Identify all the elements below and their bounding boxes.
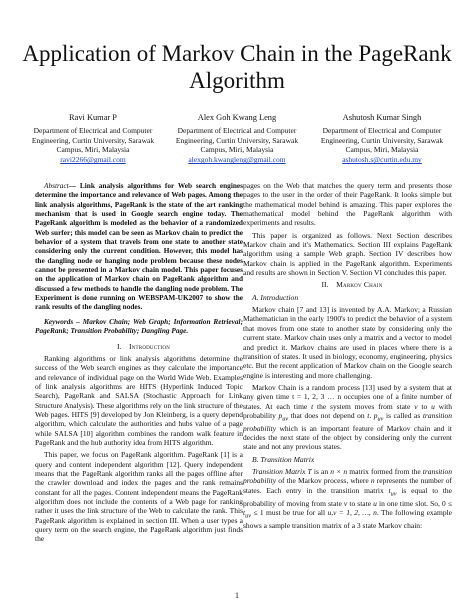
paragraph: Transition Matrix T is an n × n matrix formed from the transition probability of the Markov process, where n represents the number of states. Each entry in the transition matrix $t_{uv}$ is equal to the probability of moving from state v to state u in one time slot. So, $0 \le t_{uv} \le 1$ must be true for all u,v = 1, 2, …, n. The following example shows a sample transition matrix of a 3 state Markov chain: (243, 467, 453, 530)
abstract (35, 181, 243, 312)
page-number: 1 (235, 591, 239, 600)
section-heading-introduction (35, 342, 243, 351)
author-affiliation: Department of Electrical and Computer Engineering, Curtin University, Sarawak Campus, Miri, Malaysia (175, 125, 299, 155)
author-name: Ravi Kumar P (69, 113, 117, 122)
author-name: Alex Goh Kwang Leng (197, 113, 277, 122)
paragraph: Markov chain [7 and 13] is invented by A.A. Markov; a Russian Mathematician in the early 1900's to predict the behavior of a system that moves from one state to another state by considering only the current state. Markov chain uses only a matrix and a vector to model and predict it. Markov chains are used in places where there is a transition of states. It used in biology, economy, engineering, physics etc. But the recent application of Markov chain on the Google search engine is interesting and more challenging. (243, 305, 452, 380)
paragraph: Markov Chain is a random process [13] used by a system that at any given time t = 1, 2, 3 … n occupies one of a finite number of states. At each time t the system moves from state v to u with probability $p_{uv}$ that does not depend on t. $p_{uv}$ is called as transition probability which is an important feature of Markov chain and it decides the next state of the object by considering only the current state and not any previous states. (243, 382, 452, 452)
keywords-text: – Markov Chain; Web Graph; Information Retrieval; PageRank; Transition Probability; Dangling Page. (35, 316, 244, 336)
author-email-link[interactable]: ravi2266@gmail.com (60, 155, 126, 165)
abstract-dash: — (68, 181, 77, 190)
paragraph: pages on the Web that matches the query term and presents those pages to the user in the order of their PageRank. It looks simple but the mathematical model behind is amazing. This paper explores the mathematical model behind the PageRank algorithm with experiments and results. (243, 181, 452, 228)
abstract-label: Abstract (44, 181, 69, 190)
author-name: Ashutosh Kumar Singh (342, 113, 422, 122)
section-number: II. (321, 280, 329, 290)
left-column (35, 181, 243, 547)
section-heading-markov-chain (243, 280, 452, 289)
author-email-link[interactable]: alexgoh.kwangleng@gmail.com (188, 155, 286, 165)
author-email-link[interactable]: ashutosh.s@curtin.edu.my (342, 155, 422, 165)
section-title: Markov Chain (336, 280, 383, 290)
keywords-label: Keywords (44, 316, 74, 326)
author-affiliation: Department of Electrical and Computer Engineering, Curtin University, Sarawak Campus, Miri, Malaysia (31, 125, 155, 155)
right-column (243, 181, 452, 533)
author-block-2 (162, 113, 312, 165)
keywords (35, 317, 243, 336)
author-block-3 (307, 113, 457, 165)
author-affiliation: Department of Electrical and Computer Engineering, Curtin University, Sarawak Campus, Miri, Malaysia (320, 125, 444, 155)
paper-title: Application of Markov Chain in the PageRank Algorithm (22, 41, 452, 93)
paragraph: Ranking algorithms or link analysis algorithms determine the success of the Web search engines as they calculate the importance and relevance of individual page on the World Wide Web. Examples of link analysis algorithms are HITS (Hyperlink Induced Topic Search), PageRank and SALSA (Stochastic Approach for Link Structure Analysis). These algorithms rely on the link structure of the Web pages. HITS [9] developed by Jon Kleinberg, is a query depend algorithm, which calculate the authorities and hubs value of a page while SALSA [10] algorithm combines the random walk feature in PageRank and the hub authority idea from HITS algorithm. (35, 353, 243, 447)
subsection-heading-introduction: A. Introduction (252, 292, 299, 302)
author-block-1 (18, 113, 168, 165)
section-title: Introduction (128, 341, 171, 351)
paragraph: This paper, we focus on PageRank algorithm. PageRank [1] is a query and content independent algorithm [12]. Query independent means that the PageRank algorithm ranks all the pages offline after the crawler download and index the pages and the rank remains constant for all the pages. Content independent means the PageRank algorithm does not include the contents of a Web page for ranking rather it uses the link structure of the Web to calculate the rank. This PageRank algorithm is explained in section III. When a user types a query term on the search engine, the PageRank algorithm just finds the (35, 450, 243, 544)
subsection-heading-transition-matrix: B. Transition Matrix (252, 454, 315, 464)
paragraph: This paper is organized as follows. Next Section describes Markov chain and it's Mathematics. Section III explains PageRank algorithm using a sample Web graph. Section IV describes how Markov chain is applied in the PageRank algorithm. Experiments and results are shown in Section V. Section VI concludes this paper. (243, 230, 452, 278)
abstract-text: Link analysis algorithms for Web search engines determine the importance and relevance of Web pages. Among the link analysis algorithms, PageRank is the state of the art ranking mechanism that is used in Google search engine today. The PageRank algorithm is modeled as the behavior of a randomized Web surfer; this model can be seen as Markov chain to predict the behavior of a system that travels from one state to another state considering only the current condition. However, this model has the dangling node or hanging node problem because these nodes cannot be presented in a Markov chain model. This paper focuses on the application of Markov chain on PageRank algorithm and discussed a few methods to handle the dangling node problem. The Experiment is done running on WEBSPAM-UK2007 to show the rank results of the dangling nodes. (35, 181, 243, 312)
section-number: I. (116, 341, 122, 351)
